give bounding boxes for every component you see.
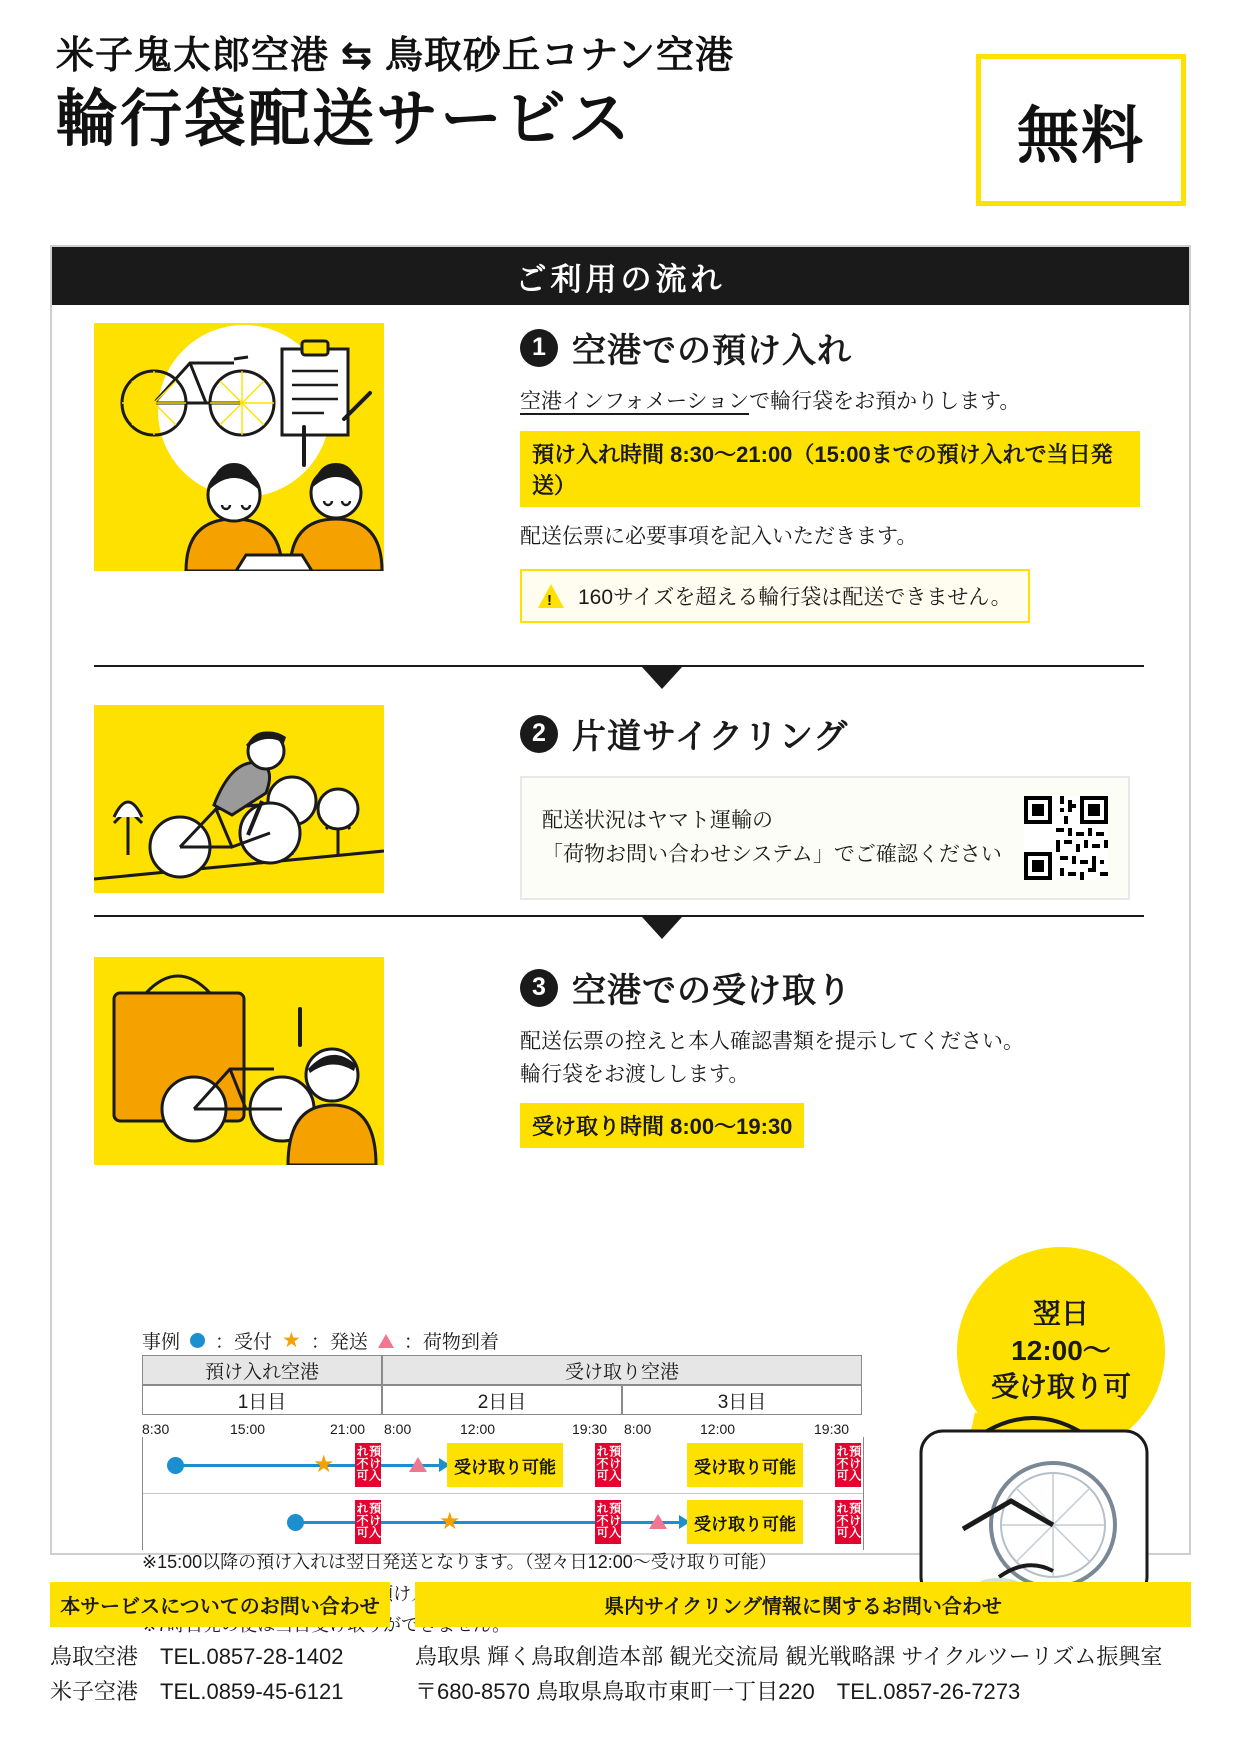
footer-right-lines — [415, 1639, 1191, 1709]
step-1-title: 空港での預け入れ — [572, 332, 852, 370]
legend-triangle-icon — [378, 1334, 394, 1348]
schedule-day-3: 3日目 — [622, 1385, 862, 1415]
bubble-line-2: 12:00〜 — [1011, 1334, 1111, 1366]
step-2-title: 片道サイクリング — [572, 718, 849, 756]
tracking-line-2: 「荷物お問い合わせシステム」でご確認ください — [542, 843, 1002, 866]
bubble-line-1: 翌日 — [1032, 1298, 1089, 1330]
flow-arrow-2-icon — [642, 917, 682, 939]
tracking-box — [520, 776, 1130, 900]
receivable-block-2: 受け取り可能 — [687, 1443, 803, 1487]
schedule-case-2: ★ 預け入れ不可 預け入れ不可 受け取り可能 預け入れ不可 — [143, 1494, 863, 1550]
step-2 — [52, 695, 1189, 935]
airport-information-link: 空港インフォメーション — [520, 390, 750, 413]
closed-block-1: 預け入れ不可 — [355, 1443, 381, 1487]
tick-d3-start: 8:00 — [624, 1421, 652, 1437]
legend-label: 事例 — [142, 1332, 181, 1353]
bubble-line-3: 受け取り可 — [990, 1371, 1131, 1403]
poster-header — [56, 36, 1186, 211]
footer-left-line-2: 米子空港 TEL.0859-45-6121 — [50, 1679, 344, 1705]
footer-right — [415, 1582, 1191, 1709]
step-3-pickup-hours: 受け取り時間 8:00〜19:30 — [520, 1103, 804, 1148]
tracking-text — [542, 804, 1002, 871]
step-2-content — [520, 709, 1140, 900]
step-3-title: 空港での受け取り — [572, 972, 852, 1010]
qr-code-icon[interactable] — [1024, 796, 1108, 880]
step-3-heading — [520, 963, 1140, 1012]
step-1-heading — [520, 323, 1140, 372]
legend-item-2: ：発送 — [310, 1332, 368, 1353]
step-1-text-rest: で輪行袋をお預かりします。 — [749, 390, 1021, 413]
tick-d3-end: 19:30 — [814, 1421, 850, 1437]
panel-title: ご利用の流れ — [52, 247, 1189, 305]
step-1-text — [520, 386, 1140, 419]
header-subtitle: 米子鬼太郎空港 ⇆ 鳥取砂丘コナン空港 — [56, 35, 735, 77]
footer-right-bar: 県内サイクリング情報に関するお問い合わせ — [415, 1582, 1191, 1627]
receivable-block-3: 受け取り可能 — [687, 1500, 803, 1544]
divider-1 — [94, 665, 1144, 667]
schedule-head-pickup: 受け取り空港 — [382, 1355, 862, 1385]
schedule-case-1: ★ 預け入れ不可 受け取り可能 預け入れ不可 受け取り可能 預け入れ不可 — [143, 1437, 863, 1494]
schedule-day-2: 2日目 — [382, 1385, 622, 1415]
step-1-dropoff-hours: 預け入れ時間 8:30〜21:00（15:00までの預け入れで当日発送） — [520, 431, 1140, 507]
closed-block-5: 預け入れ不可 — [595, 1500, 621, 1544]
tick-d1-end: 21:00 — [330, 1421, 366, 1437]
schedule-head-dropoff: 預け入れ空港 — [142, 1355, 382, 1385]
step-1-text2: 配送伝票に必要事項を記入いただきます。 — [520, 524, 918, 548]
schedule-bars — [142, 1437, 864, 1550]
closed-block-6: 預け入れ不可 — [835, 1500, 861, 1544]
footer-left — [50, 1582, 390, 1709]
step-1 — [52, 305, 1189, 610]
schedule-tick-labels — [142, 1415, 862, 1437]
step-1-content — [520, 323, 1140, 623]
receivable-block-1: 受け取り可能 — [447, 1443, 563, 1487]
tracking-line-1: 配送状況はヤマト運輸の — [542, 809, 773, 833]
tick-d1-mid: 15:00 — [230, 1421, 266, 1437]
step-2-heading — [520, 709, 1140, 758]
step-3-number: 3 — [520, 969, 558, 1007]
warning-icon: ! — [538, 584, 564, 608]
note-1: ※15:00以降の預け入れは翌日発送となります。（翌々日12:00〜受け取り可能） — [142, 1552, 777, 1572]
schedule-header-row — [142, 1355, 862, 1385]
footer-right-line-1: 鳥取県 輝く鳥取創造本部 観光交流局 観光戦略課 サイクルツーリズム振興室 — [415, 1644, 1163, 1669]
step-1-number: 1 — [520, 329, 558, 367]
step-1-warning-text: 160サイズを超える輪行袋は配送できません。 — [578, 586, 1012, 610]
tick-d1-start: 8:30 — [142, 1421, 170, 1437]
step-3-text2: 輪行袋をお渡しします。 — [520, 1062, 750, 1086]
closed-block-3: 預け入れ不可 — [835, 1443, 861, 1487]
tick-d3-mid: 12:00 — [700, 1421, 736, 1437]
divider-2 — [94, 915, 1144, 917]
header-title: 輪行袋配送サービス — [56, 84, 633, 154]
tick-d2-end: 19:30 — [572, 1421, 608, 1437]
closed-block-4: 預け入れ不可 — [355, 1500, 381, 1544]
footer-right-line-2: 〒680-8570 鳥取県鳥取市東町一丁目220 TEL.0857-26-7273 — [415, 1679, 1021, 1705]
schedule-legend — [142, 1327, 499, 1354]
step-3-content — [520, 963, 1140, 1148]
step-1-illustration — [94, 323, 384, 571]
legend-item-1: ：受付 — [215, 1332, 273, 1353]
step-3-text1: 配送伝票の控えと本人確認書類を提示してください。 — [520, 1030, 1024, 1053]
legend-item-3: ：荷物到着 — [403, 1332, 499, 1353]
footer-left-bar: 本サービスについてのお問い合わせ — [50, 1582, 390, 1627]
flow-arrow-1-icon — [642, 667, 682, 689]
step-1-warning — [520, 569, 1030, 623]
step-2-number: 2 — [520, 715, 558, 753]
schedule-table — [142, 1355, 862, 1550]
legend-dot-icon — [190, 1333, 205, 1348]
flow-panel — [50, 245, 1191, 1572]
schedule-day-row — [142, 1385, 862, 1415]
footer-left-lines — [50, 1639, 390, 1709]
step-2-illustration — [94, 705, 384, 893]
closed-block-2: 預け入れ不可 — [595, 1443, 621, 1487]
step-3-illustration — [94, 957, 384, 1165]
step-3 — [52, 947, 1189, 1207]
tick-d2-start: 8:00 — [384, 1421, 412, 1437]
footer-left-line-1: 鳥取空港 TEL.0857-28-1402 — [50, 1644, 344, 1669]
free-badge: 無料 — [976, 54, 1186, 206]
legend-star-icon: ★ — [282, 1329, 301, 1352]
schedule-day-1: 1日目 — [142, 1385, 382, 1415]
tick-d2-mid: 12:00 — [460, 1421, 496, 1437]
